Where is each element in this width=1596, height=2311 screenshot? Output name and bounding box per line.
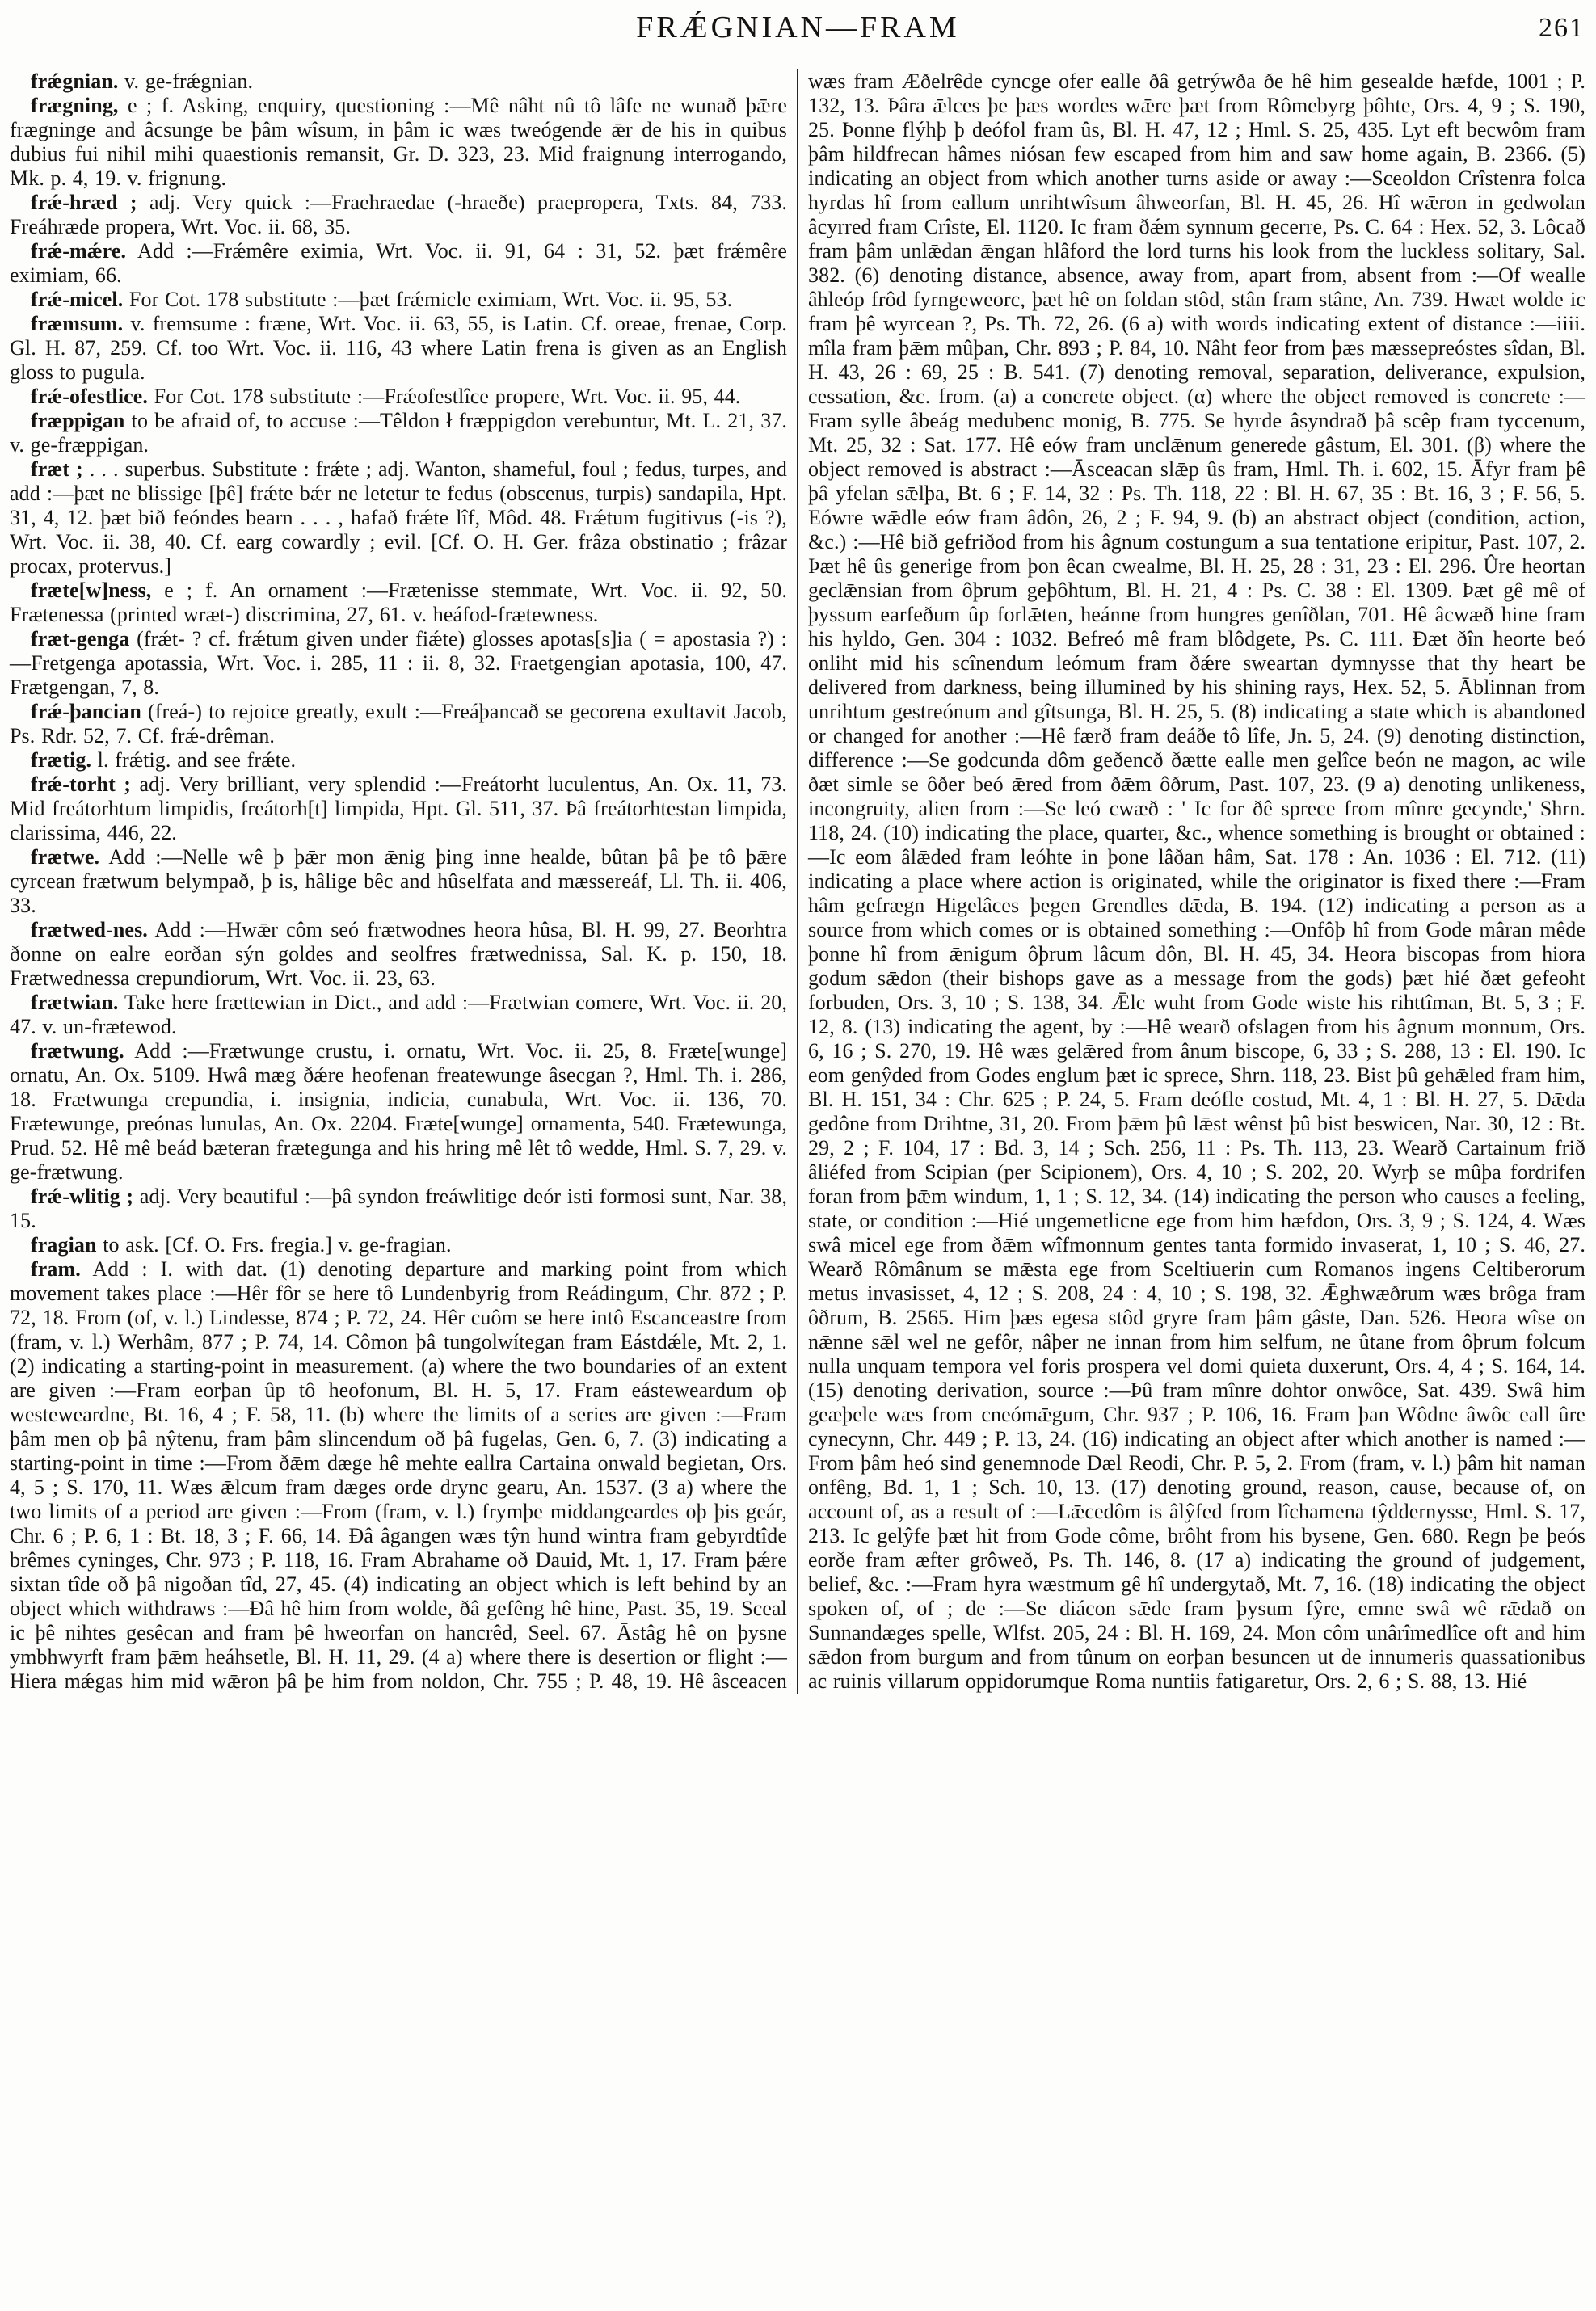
running-title: FRǼGNIAN—FRAM [636, 11, 960, 44]
dictionary-entry: frǽ-ofestlice. For Cot. 178 substitute :—Frǽofestlîce propere, Wrt. Voc. ii. 95, 44. [31, 385, 741, 408]
entry-headword: frǽgnian. [31, 69, 119, 93]
entry-headword: frǽ-torht ; [31, 772, 132, 796]
dictionary-entry: frǽ-micel. For Cot. 178 substitute :—þæt frǽmicle eximiam, Wrt. Voc. ii. 95, 53. [31, 288, 733, 311]
entry-headword: frǽ-hræd ; [31, 191, 137, 214]
entry-headword: frǽ-micel. [31, 288, 124, 311]
dictionary-entry: frǽ-mǽre. Add :—Frǽmêre eximia, Wrt. Voc. ii. 91, 64 : 31, 52. þæt frǽmêre eximiam, 66. [10, 239, 787, 287]
dictionary-entry: fræte[w]ness, e ; f. An ornament :—Frætenisse stemmate, Wrt. Voc. ii. 92, 50. Frætenessa (printed wræt-) discrimina, 27, 61. v. heáfod-frætewness. [10, 579, 787, 626]
page-number: 261 [1539, 13, 1585, 43]
dictionary-entry: frætwian. Take here frættewian in Dict., and add :—Frætwian comere, Wrt. Voc. ii. 20, 47. v. un-frætewod. [10, 991, 787, 1038]
entry-headword: fræte[w]ness, [31, 579, 152, 602]
dictionary-entry: frætwed-nes. Add :—Hwǣr côm seó frætwodnes heora hûsa, Bl. H. 99, 27. Beorhtra ðonne on ealre eorðan sýn goldes and seolfres frætwednissa, Sal. K. p. 150, 18. Frætwednessa crepundiorum, Wrt. Voc. ii. 23, 63. [10, 918, 787, 990]
dictionary-entry: fræt-genga (frǽt- ? cf. frǽtum given under fiǽte) glosses apotas[s]ia ( = apostasia ?) :—Fretgenga apotassia, Wrt. Voc. i. 285, 11 : ii. 8, 32. Fraetgengian apotasia, 100, 47. Frætgengan, 7, 8. [10, 627, 787, 699]
entry-headword: fram. [31, 1257, 81, 1281]
entry-headword: fræt ; [31, 457, 83, 481]
dictionary-entry: frægning, e ; f. Asking, enquiry, questioning :—Mê nâht nû tô lâfe ne wunað þǣre frægninge and âcsunge be þâm wîsum, in þâm ic wæs tweógende ǣr de his in quibus dubius fui nihil mihi quaestionis remansit, Gr. D. 323, 23. Mid fraignung interrogando, Mk. p. 4, 19. v. frignung. [10, 94, 787, 190]
dictionary-entry: frætwe. Add :—Nelle wê þ þǣr mon ǣnig þing inne healde, bûtan þâ þe tô þǣre cyrcean frætwum belympað, þ is, hâlige bêc and hûselfata and mæssereáf, Ll. Th. ii. 406, 33. [10, 845, 787, 917]
dictionary-entry: fram. Add : I. with dat. (1) denoting departure and marking point from which movement takes place :—Hêr fôr se here tô Lundenbyrig from Reádingum, Chr. 872 ; P. 72, 18. From (of, v. l.) Lindesse, 874 ; P. 72, 24. Hêr cuôm se here intô Escanceastre from (fram, v. l.) Werhâm, 877 ; P. 74, 14. Cômon þâ tungolwítegan fram Eástdǽle, Mt. 2, 1. (2) indicating a starting-point in measurement. (a) where the two boundaries of an extent are given :—Fram eorþan ûp tô heofonum, Bl. H. 5, 17. Fram eásteweardum oþ westeweardne, Bt. 16, 4 ; F. 58, 11. (b) where the limits of a series are given :—Fram þâm men oþ þâ nŷtenu, fram þâm slincendum oð þâ fugelas, Gen. 6, 7. (3) indicating a starting-point in time :—From ðǣm dæge hê mehte eallra Cartaina onwald begietan, Ors. 4, 5 ; S. 170, 11. Wæs ǣlcum fram dæges orde drync gearu, An. 1537. (3 a) where the two limits of a period are given :—From (fram, v. l.) frymþe middangeardes oþ þis geár, Chr. 6 ; P. 6, 1 : Bt. 18, 3 ; F. 66, 14. Ðâ âgangen wæs tŷn hund wintra fram gebyrdtîde brêmes cyninges, Chr. 973 ; P. 118, 16. Fram Abrahame oð Dauid, Mt. 1, 17. Fram þǽre sixtan tîde oð þâ nigoðan tîd, 27, 45. (4) indicating an object which is left behind by an object which withdraws :—Ðâ hê him from wolde, ðâ gefêng hê hine, Past. 35, 19. Sceal ic þê nihtes gesêcan and fram þê hweorfan on hancrêd, Seel. 67. Āstâg hê on þysne ymbhwyrft fram þǣm heáhsetle, Bl. H. 11, 29. (4 a) where there is desertion or flight :—Hiera mǽgas him mid wǣron þâ þe him from noldon, Chr. 755 ; P. 48, 19. Hê âsceacen wæs fram Æðelrêde cyncge ofer ealle ðâ getrýwða ðe hê him gesealde hæfde, 1001 ; P. 132, 13. Þâra ǣlces þe þæs wordes wǣre þæt from Rômebyrg þôhte, Ors. 4, 9 ; S. 190, 25. Þonne flýhþ þ deófol fram ûs, Bl. H. 47, 12 ; Hml. S. 25, 435. Lyt eft becwôm fram þâm hildfrecan hâmes niósan few escaped from him and saw home again, B. 2366. (5) indicating an object from which another turns aside or away :—Sceoldon Crîstenra folca hyrdas hî from eallum unrihtwîsum âhweorfan, Bl. H. 45, 26. Hî wǣron in gedwolan âcyrred fram Crîste, El. 1120. Ic fram ðǽm synnum gecerre, Ps. C. 64 : Hex. 52, 3. Lôcað fram þâm unlǣdan ǣngan hlâford the lord turns his look from the luckless solitary, Sal. 382. (6) denoting distance, absence, away from, apart from, absent from :—Of wealle âhleóp frôd fyrngeweorc, þæt hê on foldan stôd, stân fram stâne, An. 739. Hwæt wolde ic fram þê wyrcean ?, Ps. Th. 72, 26. (6 a) with words indicating extent of distance :—iiii. mîla fram þǣm mûþan, Chr. 893 ; P. 84, 10. Nâht feor from þæs mæssepreóstes sîdan, Bl. H. 43, 26 : 69, 25 : B. 541. (7) denoting removal, separation, deliverance, expulsion, cessation, &c. from. (a) a concrete object. (α) where the object removed is concrete :—Fram sylle âbeág medubenc monig, B. 775. Se hyrde âsyndrað þâ scêp fram tyccenum, Mt. 25, 32 : Sat. 177. Hê eów fram unclǣnum generede gâstum, El. 301. (β) where the object removed is abstract :—Āsceacan slǣp ûs fram, Hml. Th. i. 602, 15. Āfyr fram þê þâ yfelan sǣlþa, Bt. 6 ; F. 14, 32 : Ps. Th. 118, 22 : Bl. H. 67, 35 : Bt. 16, 3 ; F. 56, 5. Eówre wǣdle eów fram âdôn, 26, 2 ; F. 94, 9. (b) an abstract object (condition, action, &c.) :—Hê bið gefriðod from his âgnum costungum a sua tentatione eripitur, Past. 107, 2. Þæt hê ûs generige from þon êcan cwealme, Bl. H. 25, 28 : 31, 23 : El. 296. Ûre heortan geclǣnsian from ôþrum geþôhtum, Bl. H. 21, 4 : Ps. C. 38 : El. 1309. Þæt gê mê of þyssum earfeðum ûp forlǣten, heánne from hungres genîðlan, 701. Hê âcwæð hine fram his hyldo, Gen. 304 : 1032. Befreó mê fram blôdgete, Ps. C. 111. Ðæt ðîn heorte beó onliht mid his scînendum leómum fram ðǽre sweartan dymnysse that thy heart be delivered from darkness, being illumined by his shining rays, Hex. 52, 5. Āblinnan from unrihtum gestreónum and gîtsunga, Bl. H. 25, 5. (8) indicating a state which is abandoned or changed for another :—Hê færð fram deáðe tô lîfe, Jn. 5, 24. (9) denoting distinction, difference :—Se godcunda dôm geðencð ðætte ealle men gelîce beón ne magon, ac wile ðæt simle se ôðer beó ǣred from ðǣm ôðrum, Past. 107, 23. (9 a) denoting unlikeness, incongruity, alien from :—Se leó cwæð : ' Ic for ðê sprece from mînre gecynde,' Shrn. 118, 24. (10) indicating the place, quarter, &c., whence something is brought or obtained :—Ic eom âlǣded fram leóhte in þone lâðan hâm, Sat. 178 : An. 1036 : El. 712. (11) indicating a place where action is originated, while the originator is fixed there :—Fram hâm gefrægn Higelâces þegen Grendles dǣda, B. 194. (12) indicating a person as a source from which comes or is obtained something :—Onfôþ hî from Gode mâran mêde þonne hî from ǣnigum ôþrum lâcum dôn, Bl. H. 45, 34. Heora biscopas from hiora godum sǣdon (their bishops gave as a message from the gods) þæt hié ðæt gefeoht forbuden, Ors. 3, 10 ; S. 138, 34. Ǣlc wuht from Gode wiste his rihttîman, Bt. 5, 3 ; F. 12, 8. (13) indicating the agent, by :—Hê wearð ofslagen from his âgnum monnum, Ors. 6, 16 ; S. 270, 19. Hê wæs gelǣred from ânum biscope, 6, 33 ; S. 288, 13 : El. 190. Ic eom genŷded from Godes englum þæt ic sprece, Shrn. 118, 23. Bist þû gehǣled fram him, Bl. H. 151, 34 : Chr. 625 ; P. 24, 5. Fram deófle costud, Mt. 4, 1 : Bl. H. 27, 5. Dǣda gedône from Drihtne, 31, 20. From þǣm þû lǣst wênst þû bist beswicen, Nar. 30, 12 : Bt. 29, 2 ; F. 104, 17 : Bd. 3, 14 ; Sch. 256, 11 : Ps. Th. 113, 23. Wearð Cartainum frið âliéfed from Scipian (per Scipionem), Ors. 4, 10 ; S. 202, 20. Wyrþ se mûþa fordrifen foran from þǣm windum, 1, 1 ; S. 12, 34. (14) indicating the person who causes a feeling, state, or condition :—Hié ungemetlicne ege from him hæfdon, Ors. 3, 9 ; S. 124, 4. Wæs swâ micel ege from ðǣm wîfmonnum gentes tanta formido invaserat, 1, 10 ; S. 46, 27. Wearð Rômânum se mǣsta ege from Sceltiuerin cum Romanos ingens Celtiberorum metus invasisset, 4, 12 ; S. 208, 24 : 4, 10 ; S. 198, 32. Ǣghwæðrum wæs brôga fram ôðrum, B. 2565. Him þæs egesa stôd gryre fram þâm gâste, Dan. 526. Heora wîse on nǣnne sǣl wel ne gefôr, nâþer ne innan from him selfum, ne ûtane from ôþrum folcum nulla unquam tempora vel foris prospera vel domi quieta duxerunt, Ors. 4, 4 ; S. 164, 14. (15) denoting derivation, source :—Þû fram mînre dohtor onwôce, Sat. 439. Swâ him geæþele wæs from cneómǣgum, Chr. 937 ; P. 106, 16. Fram þan Wôdne âwôc eall ûre cynecynn, Chr. 449 ; P. 13, 24. (16) indicating an object after which another is named :—From þâm heó sind genemnode Dæl Reodi, Chr. P. 5, 2. From (fram, v. l.) þâm hit naman onfêng, Bd. 1, 1 ; Sch. 10, 13. (17) denoting ground, reason, cause, because of, on account of, as a result of :—Lǣcedôm is âlŷfed from lîchamena tŷddernysse, Hml. S. 17, 213. Ic gelŷfe þæt hit from Gode côme, brôht from his bysene, Gen. 680. Regn þe þeós eorðe fram æfter grôweð, Ps. Th. 146, 8. (17 a) indicating the ground of judgement, belief, &c. :—Fram hyra wæstmum gê hî undergytað, Mt. 7, 16. (18) indicating the object spoken of, of ; de :—Se diácon sǣde fram þysum fŷre, emne swâ wê rǣdað on Sunnandæges spelle, Wlfst. 205, 24 : Bl. H. 169, 24. Mon côm unârîmedlîce oft and him sǣdon from burgum and from tûnum on eorþan besuncen ut de innumeris quassationibus ac ruinis villarum oppidorumque Roma nuntiis fatigaretur, Ors. 2, 6 ; S. 88, 13. Hié [10, 69, 1585, 1693]
entry-headword: frætwian. [31, 991, 119, 1014]
entry-headword: frætwe. [31, 845, 100, 869]
dictionary-entry: frǽgnian. v. ge-frǽgnian. [31, 69, 254, 93]
entry-headword: frǽ-ofestlice. [31, 385, 149, 408]
dictionary-entry: fragian to ask. [Cf. O. Frs. fregia.] v. ge-fragian. [31, 1233, 452, 1257]
entry-headword: frǽ-þancian [31, 700, 141, 723]
entry-headword: fræt-genga [31, 627, 130, 650]
entry-headword: frætwed-nes. [31, 918, 148, 941]
dictionary-entry: frǽ-wlitig ; adj. Very beautiful :—þâ syndon freáwlitige deór isti formosi sunt, Nar. 38, 15. [10, 1185, 787, 1232]
entry-headword: frǽ-wlitig ; [31, 1185, 134, 1208]
dictionary-entry: frætwung. Add :—Frætwunge crustu, i. ornatu, Wrt. Voc. ii. 25, 8. Fræte[wunge] ornatu, An. Ox. 5109. Hwâ mæg ðǽre heofenan freatewunge âsecgan ?, Hml. Th. i. 286, 18. Frætwunga crepundia, i. insignia, indicia, cunabula, Wrt. Voc. ii. 136, 70. Frætewunge, preónas lunulas, An. Ox. 2204. Fræte[wunge] ornamenta, 540. Frætewunga, Prud. 52. Hê mê beád bæteran frætegunga and his hring mê lêt tô wedde, Hml. S. 7, 29. v. ge-frætwung. [10, 1039, 787, 1184]
dictionary-entry: fræmsum. v. fremsume : fræne, Wrt. Voc. ii. 63, 55, is Latin. Cf. oreae, frenae, Corp. Gl. H. 87, 259. Cf. too Wrt. Voc. ii. 116, 43 where Latin frena is given as an English gloss to pugula. [10, 312, 787, 384]
dictionary-entry: frǽ-hræd ; adj. Very quick :—Fraehraedae (-hraeðe) praepropera, Txts. 84, 733. Freáhræde propera, Wrt. Voc. ii. 68, 35. [10, 191, 787, 238]
entry-headword: frægning, [31, 94, 119, 117]
entry-headword: frætig. [31, 748, 92, 772]
dictionary-entry: frǽ-þancian (freá-) to rejoice greatly, exult :—Freáþancað se gecorena exultavit Jacob, Ps. Rdr. 52, 7. Cf. frǽ-drêman. [10, 700, 787, 747]
dictionary-entry: fræt ; . . . superbus. Substitute : frǽte ; adj. Wanton, shameful, foul ; fedus, turpes, and add :—þæt ne blissige [þê] frǽte bǽr ne letetur te fedus (obscenus, turpis) sandapila, Hpt. 31, 4, 12. þæt bið feóndes bearn . . . , hafað frǽte lîf, Môd. 48. Frǽtum fugitivus (-is ?), Wrt. Voc. ii. 38, 40. Cf. earg cowardly ; evil. [Cf. O. H. Ger. frâza obstinatio ; frâzar procax, protervus.] [10, 457, 787, 578]
entry-headword: fræmsum. [31, 312, 124, 335]
entry-headword: frætwung. [31, 1039, 124, 1063]
dictionary-entry: fræppigan to be afraid of, to accuse :—Têldon ł fræppigdon verebuntur, Mt. L. 21, 37. v. ge-fræppigan. [10, 409, 787, 457]
entry-headword: frǽ-mǽre. [31, 239, 127, 263]
entry-headword: fræppigan [31, 409, 125, 432]
dictionary-entry: frǽ-torht ; adj. Very brilliant, very splendid :—Freátorht luculentus, An. Ox. 11, 73. Mid freátorhtum limpidis, freátorh[t] limpida, Hpt. Gl. 511, 37. Þâ freátorhtestan limpida, clarissima, 446, 22. [10, 772, 787, 844]
entry-headword: fragian [31, 1233, 97, 1257]
dictionary-entry: frætig. l. frǽtig. and see frǽte. [31, 748, 297, 772]
two-column-text-block [10, 69, 1585, 1694]
page-header [0, 10, 1596, 58]
